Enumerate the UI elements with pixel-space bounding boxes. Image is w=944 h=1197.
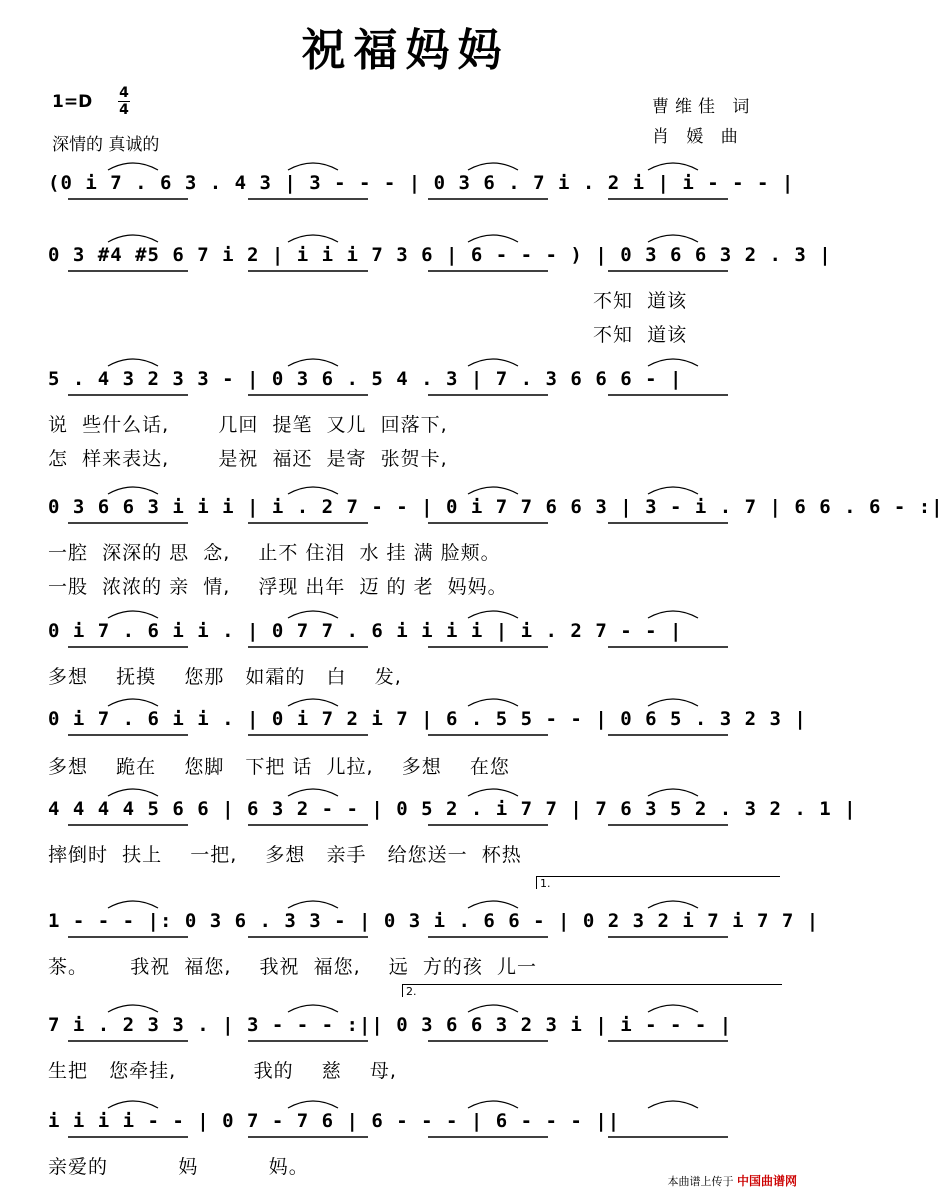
slur <box>108 235 158 242</box>
score-row <box>48 702 807 778</box>
footer-site-logo: 中国曲谱网 <box>736 1174 797 1188</box>
slur <box>468 789 518 796</box>
lyric-line: 说 些什么话, 几回 提笔 又儿 回落下, <box>48 414 448 436</box>
notes-line: i i i i - - | 0 7 - 7 6 | 6 - - - | 6 - - - || <box>48 1110 621 1132</box>
slur <box>288 1101 338 1108</box>
score-row <box>48 614 778 688</box>
score-row <box>48 166 795 206</box>
slur <box>288 901 338 908</box>
slur <box>468 163 518 170</box>
lyricist-credit: 曹维佳 词 <box>652 97 756 117</box>
beams-and-slurs <box>48 792 857 832</box>
beams-and-slurs <box>48 238 832 278</box>
slur <box>108 1005 158 1012</box>
slur <box>468 359 518 366</box>
notes-line: (0 i 7 . 6 3 . 4 3 | 3 - - - | 0 3 6 . 7 i . 2 i | i - - - | <box>48 172 795 194</box>
lyric-line: 怎 样来表达, 是祝 福还 是寄 张贺卡, <box>48 448 448 470</box>
notes-line: 0 3 #4 #5 6 7 i 2 | i i i 7 3 6 | 6 - - - ) | 0 3 6 6 3 2 . 3 | <box>48 244 832 266</box>
slur <box>468 1005 518 1012</box>
slur <box>108 487 158 494</box>
score-row <box>48 792 857 866</box>
notes-line: 4 4 4 4 5 6 6 | 6 3 2 - - | 0 5 2 . i 7 7 | 7 6 3 5 2 . 3 2 . 1 | <box>48 798 857 820</box>
lyric-line: 不知 道该 <box>593 324 688 346</box>
slur <box>648 611 698 618</box>
slur <box>468 487 518 494</box>
slur <box>648 901 698 908</box>
composer-credit: 肖 媛 曲 <box>652 127 744 147</box>
time-signature-top: 4 <box>119 85 129 101</box>
beams-and-slurs <box>48 1008 778 1048</box>
beams-and-slurs <box>48 702 807 742</box>
first-ending-bracket: 1. <box>536 876 780 889</box>
slur <box>288 235 338 242</box>
slur <box>468 699 518 706</box>
lyric-line: 茶。 我祝 福您, 我祝 福您, 远 方的孩 儿一 <box>48 956 537 978</box>
lyric-line: 一股 浓浓的 亲 情, 浮现 出年 迈 的 老 妈妈。 <box>48 576 508 598</box>
notes-line: 7 i . 2 3 3 . | 3 - - - :|| 0 3 6 6 3 2 3 i | i - - - | <box>48 1014 733 1036</box>
slur <box>648 1005 698 1012</box>
slur <box>648 699 698 706</box>
score-row <box>48 1104 778 1178</box>
lyric-line: 多想 跪在 您脚 下把 话 儿拉, 多想 在您 <box>48 756 510 778</box>
beams-and-slurs <box>48 166 795 206</box>
slur <box>468 1101 518 1108</box>
notes-line: 0 i 7 . 6 i i . | 0 i 7 2 i 7 | 6 . 5 5 - - | 0 6 5 . 3 2 3 | <box>48 708 807 730</box>
score-row <box>48 362 778 470</box>
slur <box>108 789 158 796</box>
slur <box>108 163 158 170</box>
slur <box>108 1101 158 1108</box>
slur <box>108 901 158 908</box>
time-signature-bottom: 4 <box>119 102 129 118</box>
lyric-line: 一腔 深深的 思 念, 止不 住泪 水 挂 满 脸颊。 <box>48 542 501 564</box>
time-signature <box>118 86 130 117</box>
slur <box>288 487 338 494</box>
slur <box>108 699 158 706</box>
footer <box>667 1172 797 1189</box>
lyric-line: 多想 抚摸 您那 如霜的 白 发, <box>48 666 402 688</box>
slur <box>288 699 338 706</box>
slur <box>468 611 518 618</box>
slur <box>468 235 518 242</box>
beams-and-slurs <box>48 490 944 530</box>
tempo-mood: 深情的 真诚的 <box>52 135 160 155</box>
slur <box>288 163 338 170</box>
notes-line: 0 3 6 6 3 i i i | i . 2 7 - - | 0 i 7 7 6 6 3 | 3 - i . 7 | 6 6 . 6 - :| <box>48 496 944 518</box>
song-title: 祝福妈妈 <box>301 25 510 76</box>
slur <box>288 611 338 618</box>
slur <box>108 611 158 618</box>
slur <box>288 359 338 366</box>
beams-and-slurs <box>48 904 820 944</box>
lyric-line: 亲爱的 妈 妈。 <box>48 1156 309 1178</box>
key-signature: 1=D <box>52 92 93 112</box>
lyric-line: 摔倒时 扶上 一把, 多想 亲手 给您送一 杯热 <box>48 844 522 866</box>
beams-and-slurs <box>48 362 778 402</box>
notes-line: 5 . 4 3 2 3 3 - | 0 3 6 . 5 4 . 3 | 7 . 3 6 6 6 - | <box>48 368 683 390</box>
slur <box>648 163 698 170</box>
lyric-line: 不知 道该 <box>593 290 688 312</box>
score-row <box>48 490 944 598</box>
score-row <box>48 238 832 346</box>
score-row <box>48 1008 778 1082</box>
lyric-line: 生把 您牵挂, 我的 慈 母, <box>48 1060 397 1082</box>
beams-and-slurs <box>48 1104 778 1144</box>
beams-and-slurs <box>48 614 778 654</box>
second-ending-bracket: 2. <box>402 984 782 997</box>
slur <box>468 901 518 908</box>
slur <box>648 235 698 242</box>
notes-line: 0 i 7 . 6 i i . | 0 7 7 . 6 i i i i | i . 2 7 - - | <box>48 620 683 642</box>
score-row <box>48 904 820 978</box>
notes-line: 1 - - - |: 0 3 6 . 3 3 - | 0 3 i . 6 6 - | 0 2 3 2 i 7 i 7 7 | <box>48 910 820 932</box>
slur <box>288 1005 338 1012</box>
slur <box>648 359 698 366</box>
footer-text: 本曲谱上传于 <box>667 1175 734 1188</box>
slur <box>648 789 698 796</box>
slur <box>648 487 698 494</box>
slur <box>648 1101 698 1108</box>
slur <box>288 789 338 796</box>
slur <box>108 359 158 366</box>
